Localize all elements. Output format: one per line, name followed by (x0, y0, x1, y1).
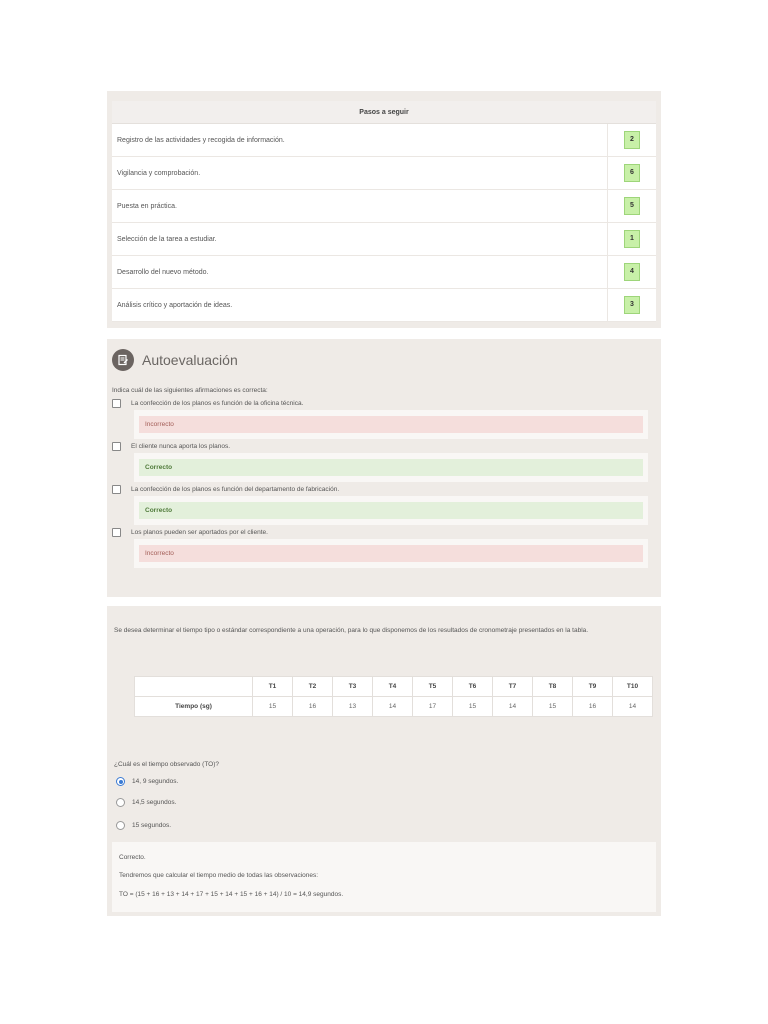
step-text: Vigilancia y comprobación. (112, 157, 608, 190)
tiempo-panel (107, 606, 661, 916)
radio-button[interactable] (116, 821, 125, 830)
table-row (112, 124, 656, 157)
feedback-incorrect: Incorrecto (139, 545, 643, 562)
column-header: T7 (493, 677, 533, 697)
step-text: Desarrollo del nuevo método. (112, 256, 608, 289)
steps-table (112, 101, 656, 322)
step-text: Puesta en práctica. (112, 190, 608, 223)
feedback-line: Tendremos que calcular el tiempo medio de todas las observaciones: (119, 872, 319, 879)
steps-panel (107, 91, 661, 328)
column-header: T2 (293, 677, 333, 697)
table-cell: 15 (253, 697, 293, 717)
step-text: Selección de la tarea a estudiar. (112, 223, 608, 256)
feedback-explanation (112, 842, 656, 912)
radio-option[interactable] (116, 798, 176, 807)
radio-option-label: 14, 9 segundos. (132, 778, 179, 785)
answer-option-label: La confección de los planos es función de la oficina técnica. (131, 399, 304, 407)
feedback-correct: Correcto (139, 459, 643, 476)
answer-option[interactable] (112, 439, 656, 453)
table-row (112, 223, 656, 256)
column-header: T10 (613, 677, 653, 697)
feedback-formula: TO = (15 + 16 + 13 + 14 + 17 + 15 + 14 + 15 + 16 + 14) / 10 = 14,9 segundos. (119, 891, 344, 898)
column-header: T1 (253, 677, 293, 697)
radio-button[interactable] (116, 798, 125, 807)
autoevaluacion-panel (107, 339, 661, 597)
column-header: T4 (373, 677, 413, 697)
step-order-badge: 3 (624, 296, 640, 314)
question-text: ¿Cuál es el tiempo observado (TO)? (114, 761, 220, 768)
intro-text: Se desea determinar el tiempo tipo o estándar correspondiente a una operación, para lo que disponemos de los resultados de cronometraje presentados en la tabla. (114, 627, 589, 634)
step-order-badge: 4 (624, 263, 640, 281)
answer-option-label: La confección de los planos es función del departamento de fabricación. (131, 485, 340, 493)
table-cell: 16 (293, 697, 333, 717)
table-header-row (135, 677, 653, 697)
radio-option[interactable] (116, 777, 178, 786)
table-cell: 16 (573, 697, 613, 717)
feedback-correct: Correcto (139, 502, 643, 519)
answer-option[interactable] (112, 396, 656, 410)
answer-option-label: El cliente nunca aporta los planos. (131, 442, 231, 450)
table-cell: 15 (453, 697, 493, 717)
step-order-badge: 6 (624, 164, 640, 182)
answer-checkbox[interactable] (112, 442, 121, 451)
table-cell: 13 (333, 697, 373, 717)
table-cell: 14 (493, 697, 533, 717)
answer-checkbox[interactable] (112, 528, 121, 537)
column-header: T3 (333, 677, 373, 697)
radio-button-selected[interactable] (116, 777, 125, 786)
question-text: Indica cuál de las siguientes afirmaciones es correcta: (112, 387, 268, 394)
document-edit-icon (112, 349, 134, 371)
radio-option-label: 15 segundos. (132, 822, 172, 829)
step-text: Registro de las actividades y recogida de información. (112, 124, 608, 157)
column-header: T5 (413, 677, 453, 697)
column-header: T8 (533, 677, 573, 697)
table-row (112, 289, 656, 322)
column-header: T9 (573, 677, 613, 697)
step-text: Análisis crítico y aportación de ideas. (112, 289, 608, 322)
table-row (135, 697, 653, 717)
table-cell: 15 (533, 697, 573, 717)
table-row (112, 190, 656, 223)
feedback-status: Correcto. (119, 854, 146, 861)
autoevaluacion-header (112, 344, 656, 376)
step-order-badge: 5 (624, 197, 640, 215)
radio-option-label: 14,5 segundos. (132, 799, 177, 806)
row-label: Tiempo (sg) (135, 697, 253, 717)
steps-table-header: Pasos a seguir (112, 101, 656, 124)
table-row (112, 157, 656, 190)
feedback-incorrect: Incorrecto (139, 416, 643, 433)
autoevaluacion-title: Autoevaluación (142, 352, 238, 368)
radio-option[interactable] (116, 821, 171, 830)
answer-option[interactable] (112, 525, 656, 539)
column-header: T6 (453, 677, 493, 697)
table-cell: 14 (373, 697, 413, 717)
table-cell: 17 (413, 697, 453, 717)
answer-option[interactable] (112, 482, 656, 496)
answer-checkbox[interactable] (112, 485, 121, 494)
answer-option-label: Los planos pueden ser aportados por el cliente. (131, 528, 268, 536)
step-order-badge: 1 (624, 230, 640, 248)
step-order-badge: 2 (624, 131, 640, 149)
table-cell: 14 (613, 697, 653, 717)
table-row (112, 256, 656, 289)
timing-table (134, 676, 653, 717)
answer-checkbox[interactable] (112, 399, 121, 408)
